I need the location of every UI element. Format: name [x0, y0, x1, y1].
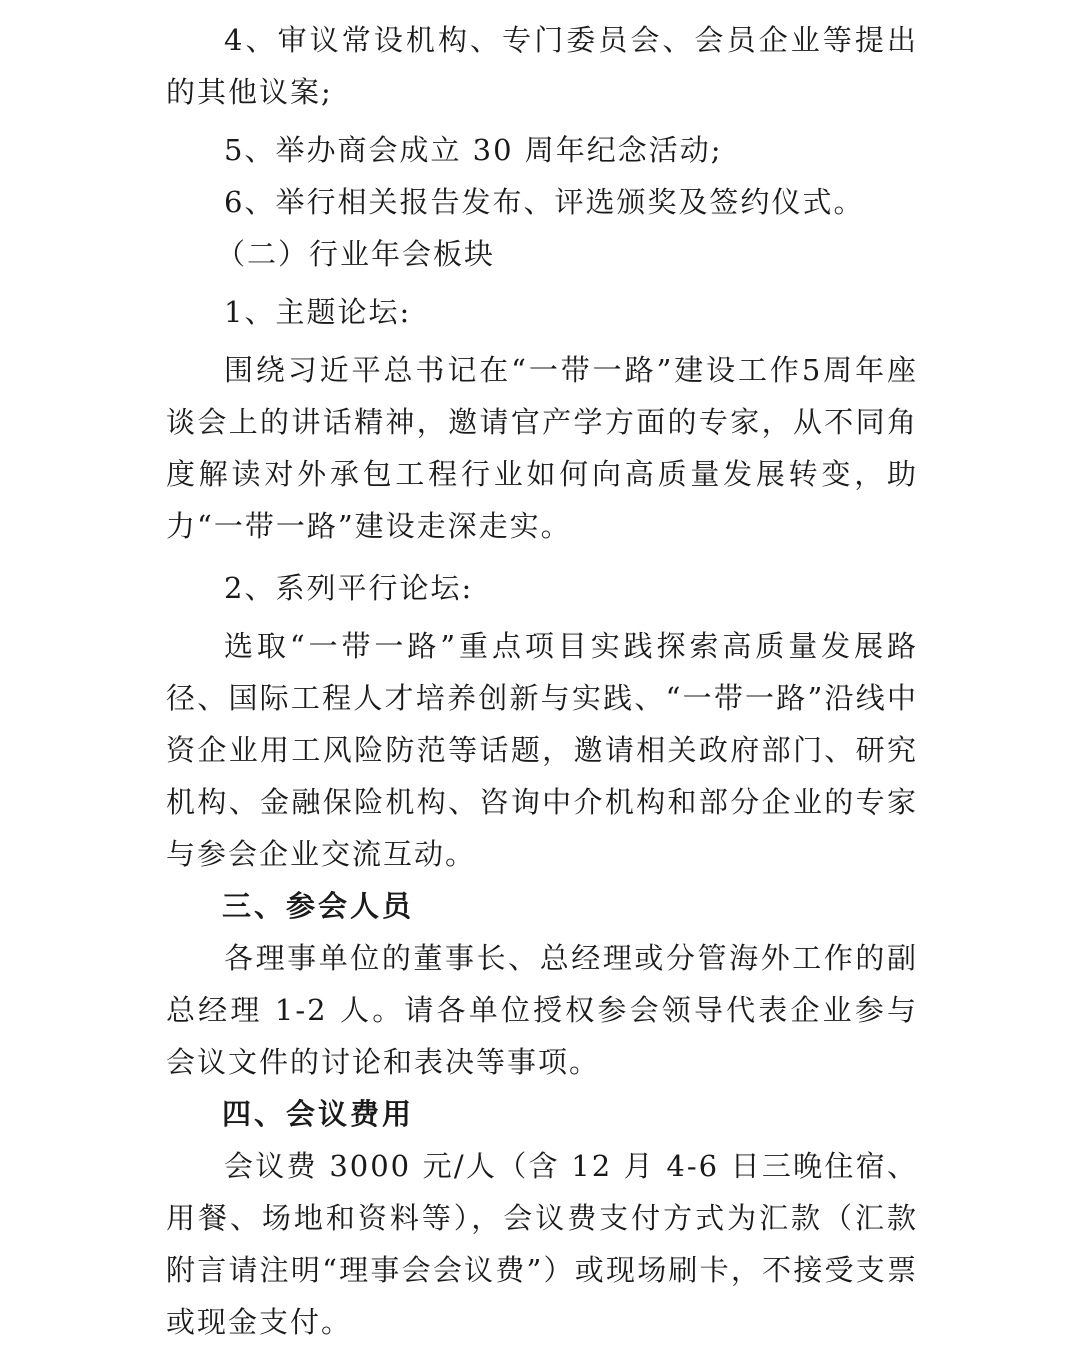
forum-item-1-body: 围绕习近平总书记在“一带一路”建设工作5周年座谈会上的讲话精神，邀请官产学方面的专家，从不同角度解读对外承包工程行业如何向高质量发展转变，助力“一带一路”建设走深走实。 [166, 353, 918, 543]
section-attendees-heading: 三、参会人员 [222, 889, 415, 923]
agenda-item-4: 4、审议常设机构、专门委员会、会员企业等提出的其他议案; [166, 23, 918, 109]
document-body [166, 14, 918, 1348]
attendees-body: 各理事单位的董事长、总经理或分管海外工作的副总经理 1-2 人。请各单位授权参会领导代表企业参与会议文件的讨论和表决等事项。 [166, 941, 918, 1079]
forum-item-2-body: 选取“一带一路”重点项目实践探索高质量发展路径、国际工程人才培养创新与实践、“一带一路”沿线中资企业用工风险防范等话题，邀请相关政府部门、研究机构、金融保险机构、咨询中介机构和部分企业的专家与参会企业交流互动。 [166, 629, 918, 871]
forum-item-1-title: 1、主题论坛: [224, 295, 412, 329]
agenda-item-6: 6、举行相关报告发布、评选颁奖及签约仪式。 [224, 185, 865, 219]
section-industry-forum-heading: （二）行业年会板块 [216, 237, 496, 271]
section-fees-heading: 四、会议费用 [222, 1097, 415, 1131]
agenda-item-5: 5、举办商会成立 30 周年纪念活动; [224, 133, 723, 167]
forum-item-2-title: 2、系列平行论坛: [224, 571, 474, 605]
fees-body: 会议费 3000 元/人（含 12 月 4-6 日三晚住宿、用餐、场地和资料等），会议费支付方式为汇款（汇款附言请注明“理事会会议费”）或现场刷卡，不接受支票或现金支付。 [166, 1149, 918, 1339]
